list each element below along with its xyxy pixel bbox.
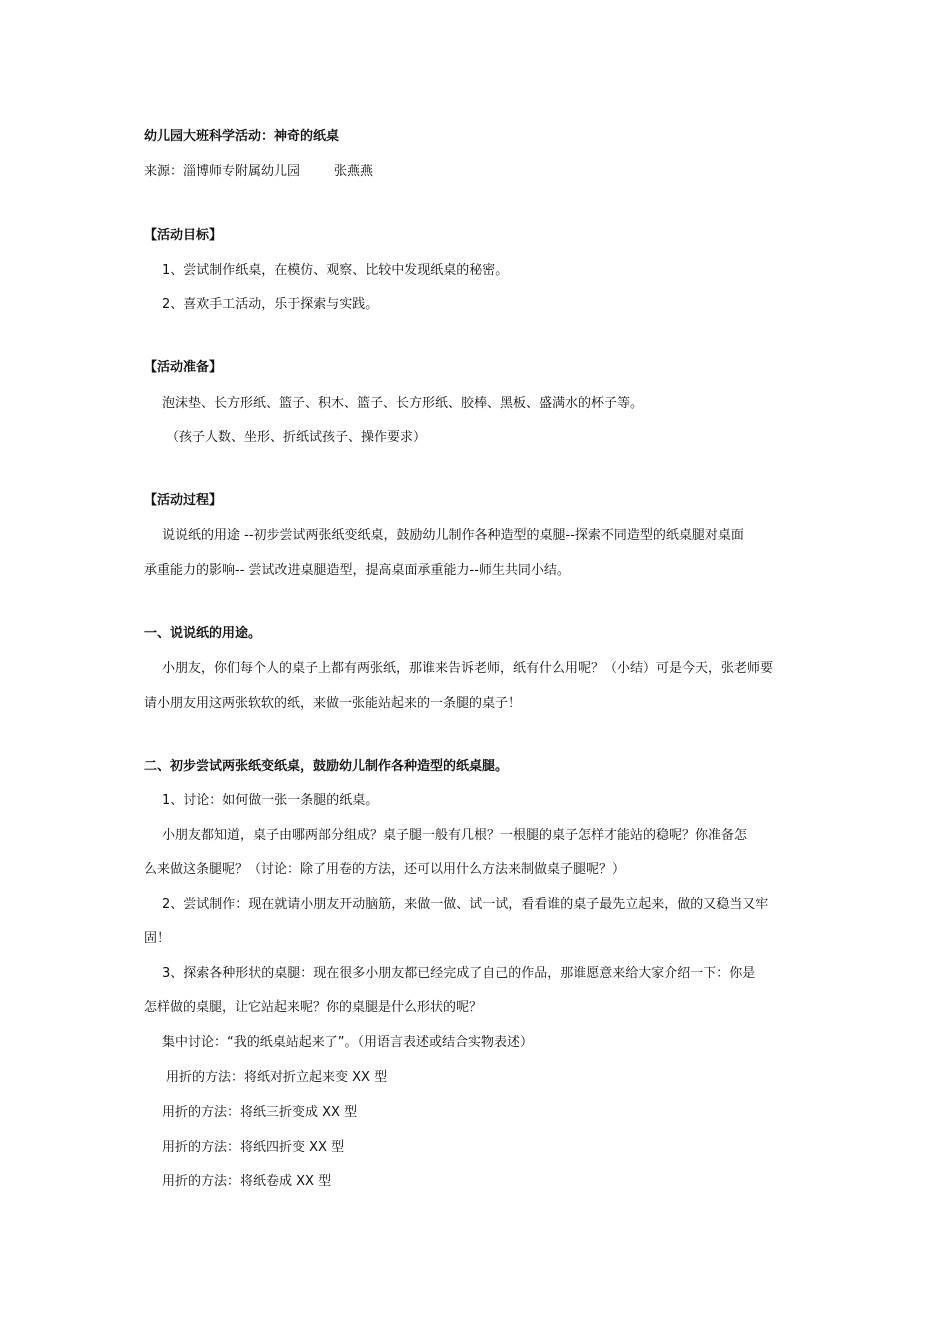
section-1-heading: 一、说说纸的用途。 [144,626,262,641]
section-2-paragraph-2-line-1: 小朋友都知道，桌子由哪两部分组成？桌子腿一般有几根？一根腿的桌子怎样才能站的稳呢？你准备怎 [162,828,748,843]
fold-method-3: 用折的方法：将纸四折变 XX 型 [162,1140,345,1155]
section-2-paragraph-1: 1、讨论：如何做一张一条腿的纸桌。 [162,793,379,808]
document-title: 幼儿园大班科学活动：神奇的纸桌 [144,129,340,144]
section-1-line-2: 请小朋友用这两张软软的纸，来做一张能站起来的一条腿的桌子！ [144,696,522,711]
process-summary-line-2: 承重能力的影响-- 尝试改进桌腿造型，提高桌面承重能力--师生共同小结。 [144,563,570,578]
section-2-paragraph-3-line-2: 固！ [144,931,171,946]
goal-item-1: 1、尝试制作纸桌，在模仿、观察、比较中发现纸桌的秘密。 [162,263,509,278]
process-summary-line-1: 说说纸的用途 --初步尝试两张纸变纸桌，鼓励幼儿制作各种造型的桌腿--探索不同造型的纸桌腿对桌面 [162,528,744,543]
prep-heading: 【活动准备】 [144,360,223,375]
section-2-discussion: 集中讨论：“我的纸桌站起来了”。（用语言表述或结合实物表述） [162,1035,533,1050]
section-2-paragraph-4-line-2: 怎样做的桌腿，让它站起来呢？你的桌腿是什么形状的呢？ [144,1000,483,1015]
prep-note: （孩子人数、坐形、折纸试孩子、操作要求） [166,430,427,445]
section-1-line-1: 小朋友，你们每个人的桌子上都有两张纸，那谁来告诉老师，纸有什么用呢？（小结）可是今天，张老师要 [162,661,774,676]
fold-method-4: 用折的方法：将纸卷成 XX 型 [162,1174,332,1189]
section-2-paragraph-2-line-2: 么来做这条腿呢？（讨论：除了用卷的方法，还可以用什么方法来制做桌子腿呢？） [144,862,626,877]
fold-method-1: 用折的方法：将纸对折立起来变 XX 型 [166,1070,388,1085]
fold-method-2: 用折的方法：将纸三折变成 XX 型 [162,1105,358,1120]
prep-materials: 泡沫垫、长方形纸、篮子、积木、篮子、长方形纸、胶棒、黑板、盛满水的杯子等。 [162,396,644,411]
process-heading: 【活动过程】 [144,493,223,508]
section-2-paragraph-4-line-1: 3、探索各种形状的桌腿：现在很多小朋友都已经完成了自己的作品，那谁愿意来给大家介绍一下：你是 [162,966,756,981]
source-label: 来源：淄博师专附属幼儿园 [144,164,301,179]
section-2-heading: 二、初步尝试两张纸变纸桌，鼓励幼儿制作各种造型的纸桌腿。 [144,759,509,774]
source-author: 张燕燕 [334,164,374,179]
goal-item-2: 2、喜欢手工活动，乐于探索与实践。 [162,297,379,312]
section-2-paragraph-3-line-1: 2、尝试制作：现在就请小朋友开动脑筋，来做一做、试一试，看看谁的桌子最先立起来，做的又稳当又牢 [162,897,769,912]
source-line [144,163,373,181]
goals-heading: 【活动目标】 [144,228,223,243]
